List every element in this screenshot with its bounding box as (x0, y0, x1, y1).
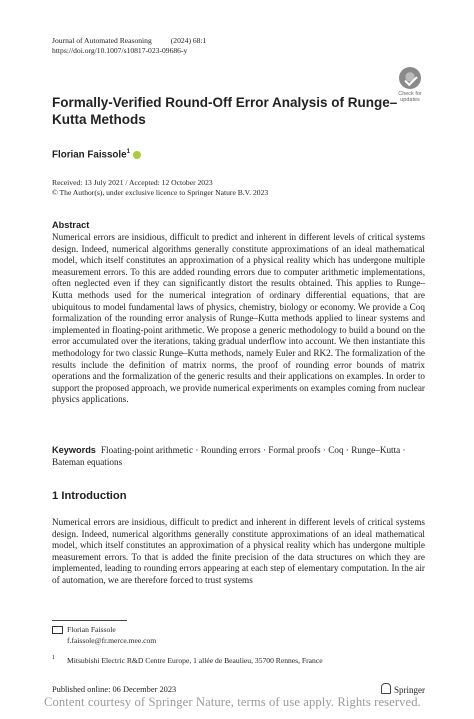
corresponding-author-email[interactable]: f.faissole@fr.merce.mee.com (67, 636, 157, 645)
abstract-heading: Abstract (52, 220, 90, 230)
introduction-text: Numerical errors are insidious, difficult to predict and inherent in different levels of critical systems design. Indeed, numerical algorithms generally constitute approximations of an ideal mathematical model, which itself constitutes an approximation of a physical reality which has undergone multiple measurement errors. To that is added the finite precision of the data structures on which they are implemented, leading to rounding errors appearing at each step of elementary computation. In the air of automation, we are therefore forced to trust systems (52, 517, 425, 585)
journal-citation: Journal of Automated Reasoning (2024) 68:1 (52, 36, 207, 45)
keywords-text: Floating-point arithmetic · Rounding errors · Formal proofs · Coq · Runge–Kutta · Bateman equations (52, 445, 406, 467)
paper-title: Formally-Verified Round-Off Error Analysis of Runge–Kutta Methods (52, 95, 398, 127)
corresponding-author-name: Florian Faissole (67, 625, 116, 634)
footnote-divider (52, 620, 127, 621)
abstract-text: Numerical errors are insidious, difficult to predict and inherent in different levels of critical systems design. Indeed, numerical algorithms generally constitute approximations of an ideal mathematical model, which itself constitutes an approximation of a physical reality which has undergone multiple measurement errors. To this are added rounding errors due to computer arithmetic implementations, often neglected even if they can significantly distort the results obtained. This applies to Runge–Kutta methods used for the numerical integration of ordinary differential equations, that are ubiquitous to model fundamental laws of physics, chemistry, biology or economy. We provide a Coq formalization of the rounding error analysis of Runge–Kutta methods applied to linear systems and implemented in floating-point arithmetic. We propose a generic methodology to build a bound on the error accumulated over the iterations, taking gradual underflow into account. We then instantiate this methodology for two classic Runge–Kutta methods, namely Euler and RK2. The formalization of the results include the definition of matrix norms, the proof of rounding error bounds of matrix operations and the formalization of the generic results and their applications on examples. In order to support the proposed approach, we provide numerical experiments on examples coming from nuclear physics applications. (52, 232, 425, 405)
copyright-line: © The Author(s), under exclusive licence to Springer Nature B.V. 2023 (52, 188, 269, 197)
springer-horse-icon (381, 683, 391, 694)
keywords (52, 445, 425, 468)
affiliation-number: 1 (52, 655, 55, 661)
publisher-name: Springer (394, 685, 425, 695)
courtesy-watermark: Content courtesy of Springer Nature, terms of use apply. Rights reserved. (44, 695, 421, 709)
doi-link[interactable]: https://doi.org/10.1007/s10817-023-09686-y (52, 46, 188, 55)
received-dates: Received: 13 July 2021 / Accepted: 12 October 2023 (52, 178, 213, 187)
orcid-icon[interactable] (133, 151, 141, 159)
check-for-updates-icon (399, 67, 421, 89)
author-line (52, 149, 141, 160)
badge-line2: updates (400, 97, 420, 103)
badge-line1: Check for (398, 91, 422, 97)
published-date: Published online: 06 December 2023 (52, 685, 177, 694)
affiliation-text: Mitsubishi Electric R&D Centre Europe, 1 allée de Beaulieu, 35700 Rennes, France (67, 656, 323, 665)
author-affiliation-mark: 1 (126, 149, 130, 155)
envelope-icon (52, 626, 63, 634)
author-name[interactable]: Florian Faissole (52, 149, 127, 161)
publisher-logo[interactable] (381, 683, 425, 695)
section-heading-introduction: 1 Introduction (52, 490, 127, 502)
keywords-heading: Keywords (52, 445, 96, 455)
